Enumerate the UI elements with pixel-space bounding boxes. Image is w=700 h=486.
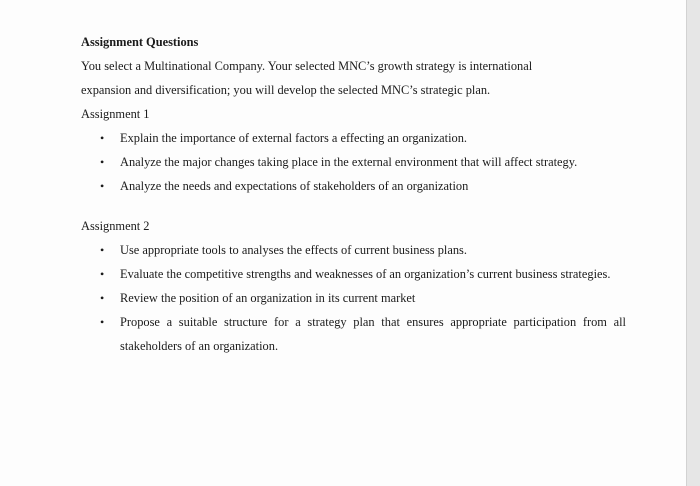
- assignment-2-label: Assignment 2: [81, 219, 150, 233]
- bullet-icon: •: [100, 131, 105, 145]
- bullet-icon: •: [100, 267, 105, 281]
- bullet-icon: •: [100, 155, 105, 169]
- bullet-icon: •: [100, 243, 105, 257]
- list-item-text: Explain the importance of external factors a effecting an organization.: [120, 131, 468, 145]
- bullet-icon: •: [100, 291, 105, 305]
- list-item-text: Use appropriate tools to analyses the effects of current business plans.: [120, 243, 467, 257]
- document-title: Assignment Questions: [81, 35, 199, 49]
- list-item: [81, 174, 626, 198]
- bullet-icon: •: [100, 179, 105, 193]
- assignment-2-list: [81, 238, 626, 358]
- intro-line-1: You select a Multinational Company. Your selected MNC’s growth strategy is international: [81, 59, 533, 73]
- list-item-text: Evaluate the competitive strengths and weaknesses of an organization’s current business strategies.: [120, 267, 611, 281]
- section-spacer: [81, 198, 626, 214]
- list-item-text: Review the position of an organization in its current market: [120, 291, 416, 305]
- bullet-icon: •: [100, 315, 105, 329]
- assignment-1-list: [81, 126, 626, 198]
- list-item: [81, 150, 626, 174]
- list-item: [81, 238, 626, 262]
- document-body: [81, 31, 626, 358]
- list-item-text: Analyze the major changes taking place in the external environment that will affect strategy.: [120, 155, 578, 169]
- list-item-text: Analyze the needs and expectations of stakeholders of an organization: [120, 179, 469, 193]
- list-item: [81, 262, 626, 286]
- intro-line-2: expansion and diversification; you will develop the selected MNC’s strategic plan.: [81, 83, 491, 97]
- list-item: [81, 310, 626, 358]
- list-item-text: Propose a suitable structure for a strategy plan that ensures appropriate participation from all stakeholders of an organization.: [120, 315, 626, 353]
- list-item: [81, 126, 626, 150]
- list-item: [81, 286, 626, 310]
- assignment-1-label: Assignment 1: [81, 107, 150, 121]
